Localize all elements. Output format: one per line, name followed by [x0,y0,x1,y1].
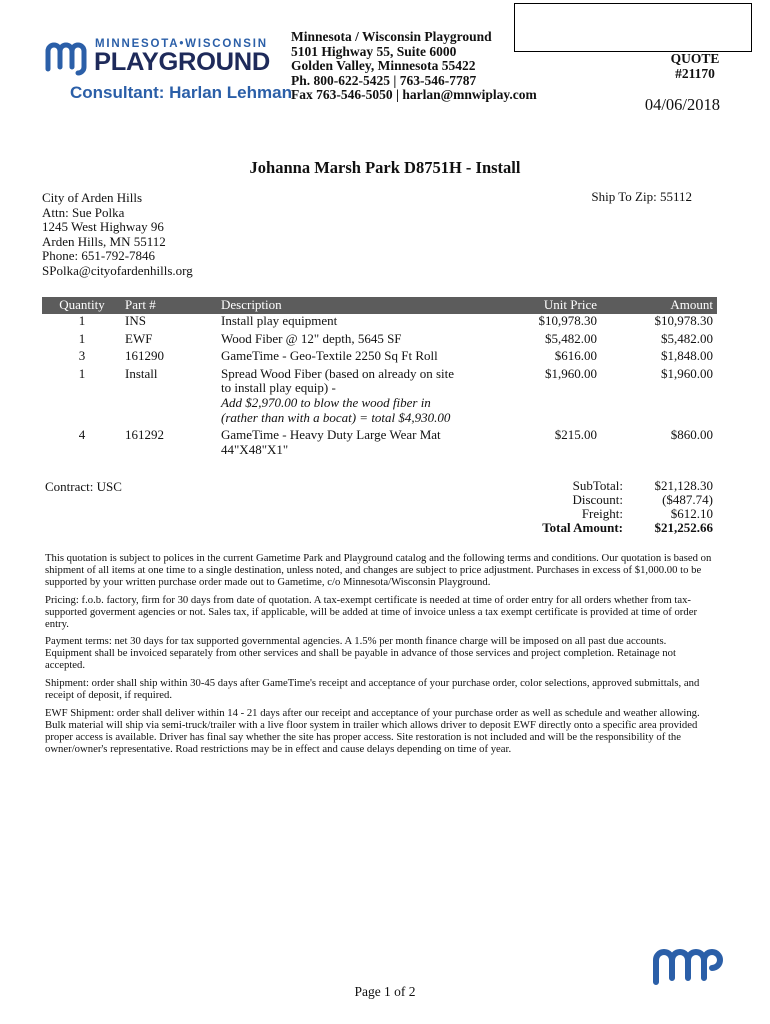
description-line: Wood Fiber @ 12" depth, 5645 SF [221,330,402,346]
description-line: GameTime - Geo-Textile 2250 Sq Ft Roll [221,348,438,364]
cell-quantity: 1 [78,313,86,328]
terms-paragraph: Shipment: order shall ship within 30-45 days after GameTime's receipt and acceptance of your purchase order, color selections, approved submittals, and receipt of deposit, if required. [45,677,700,702]
line-items-table [42,297,717,460]
cell-unit-price: $1,960.00 [545,365,597,381]
table-row [42,428,717,460]
description-note: (rather than with a bocat) = total $4,930.00 [221,409,451,425]
cell-part-number: INS [125,313,146,328]
table-row [42,314,717,332]
line-items-body [42,314,717,460]
cell-description [218,332,474,350]
page-number: Page 1 of 2 [354,984,416,999]
footer-logo-icon [650,944,730,988]
bill-to-email: SPolka@cityofardenhills.org [42,262,193,278]
totals-value: $21,252.66 [654,520,713,535]
column-header-unit-price: Unit Price [474,297,600,314]
totals-row [470,507,713,521]
totals-label: SubTotal: [572,478,623,493]
description-line: Spread Wood Fiber (based on already on site [221,365,455,381]
description-line: GameTime - Heavy Duty Large Wear Mat [221,427,441,443]
description-note: Add $2,970.00 to blow the wood fiber in [221,394,431,410]
totals-value: $612.10 [670,506,713,521]
totals-row [470,479,713,493]
totals-value: $21,128.30 [654,478,713,493]
totals-value: ($487.74) [662,492,713,507]
totals-row [470,493,713,507]
description-line: Install play equipment [221,313,338,328]
terms-paragraph: Pricing: f.o.b. factory, firm for 30 days from date of quotation. A tax-exempt certificate is needed at time of order entry for all orders whether from tax-supported goverment agencies or not. Sales tax, if applicable, will be added at time of invoice unless a tax exempt certificate is provided at time of order entry. [45,593,698,630]
quote-label-block [640,52,750,81]
consultant-name: Consultant: Harlan Lehman [70,83,292,102]
description-line: 44"X48"X1" [221,441,289,457]
table-header-row [42,297,717,314]
quote-date: 04/06/2018 [644,95,720,114]
cell-amount: $860.00 [670,427,713,443]
totals-row [470,521,713,535]
quote-label: QUOTE [670,51,720,66]
cell-amount: $1,960.00 [661,365,713,381]
bill-to-line: City of Arden Hills [42,190,143,205]
cell-quantity: 1 [78,365,86,381]
cell-description [218,428,474,460]
cell-quantity: 4 [78,427,86,443]
cell-description [218,314,474,332]
cell-quantity: 1 [78,330,86,346]
company-address-line2: Golden Valley, Minnesota 55422 [291,58,476,73]
company-name: Minnesota / Wisconsin Playground [291,29,492,44]
company-phone: Ph. 800-622-5425 | 763-546-7787 [291,72,477,88]
cell-amount: $1,848.00 [661,348,713,364]
mwp-logo-mark-icon [48,45,84,73]
table-row [42,332,717,350]
totals-label: Total Amount: [542,520,623,535]
bill-to-line: Phone: 651-792-7846 [42,248,156,264]
description-line: to install play equip) - [221,380,336,396]
cell-part-number: 161290 [125,348,164,364]
logo-text-top: MINNESOTA•WISCONSIN [95,38,268,50]
terms-paragraph: Payment terms: net 30 days for tax supported governmental agencies. A 1.5% per month finance charge will be imposed on all past due accounts. Equipment shall be invoiced separately from other services and shall be payable in advance of those services and project completion. Retainage not accepted. [45,635,676,672]
cell-part-number: EWF [125,330,153,346]
bill-to-line: Arden Hills, MN 55112 [42,233,166,249]
cell-part-number: Install [125,365,158,381]
company-fax-email: Fax 763-546-5050 | harlan@mnwiplay.com [291,87,537,102]
table-row [42,349,717,367]
column-header-amount: Amount [600,297,717,314]
cell-description [218,349,474,367]
company-info [291,30,537,103]
cell-unit-price: $215.00 [554,427,597,443]
column-header-part: Part # [122,297,218,314]
column-header-quantity: Quantity [42,297,122,314]
totals-label: Discount: [572,492,623,507]
bill-to-address [42,191,193,279]
totals-block [470,479,713,535]
cell-unit-price: $10,978.30 [538,313,597,328]
cell-unit-price: $5,482.00 [545,330,597,346]
ship-to-zip: Ship To Zip: 55112 [591,189,692,204]
bill-to-line: 1245 West Highway 96 [42,219,164,235]
totals-label: Freight: [581,506,623,521]
table-row [42,367,717,428]
cell-quantity: 3 [78,348,86,364]
cell-unit-price: $616.00 [554,348,597,364]
column-header-description: Description [218,297,474,314]
bill-to-line: Attn: Sue Polka [42,204,125,220]
terms-paragraph: EWF Shipment: order shall deliver within 14 - 21 days after our receipt and acceptance of your purchase order as well as schedule and weather allowing. Bulk material will ship via semi-truck/trailer with a live floor system in trailer which allows driver to deposit EWF directly onto a specific area provided proper access is available. Driver has final say whether the site has proper access. Site restoration is not included and will be the responsibility of the owner/owner's representative. Road restrictions may be in effect and cause delays depending on time of year. [45,706,700,755]
signature-box [514,3,752,52]
cell-description [218,367,474,428]
contract-label: Contract: USC [45,479,122,494]
logo-text-main: PLAYGROUND [94,48,270,76]
cell-part-number: 161292 [125,427,164,443]
company-address-line1: 5101 Highway 55, Suite 6000 [291,43,457,59]
cell-amount: $5,482.00 [661,330,713,346]
terms-and-conditions [45,553,713,762]
terms-paragraph: This quotation is subject to polices in the current Gametime Park and Playground catalog and the following terms and conditions. Our quotation is based on shipment of all items at one time to a single destination, unless noted, and changes are subject to price adjustment. Purchases in excess of $1,000.00 to be supported by your written purchase order made out to Gametime, c/o Minnesota/Wisconsin Playground. [45,552,712,588]
project-title: Johanna Marsh Park D8751H - Install [249,158,521,177]
quote-number: #21170 [675,65,715,81]
cell-amount: $10,978.30 [654,313,713,328]
